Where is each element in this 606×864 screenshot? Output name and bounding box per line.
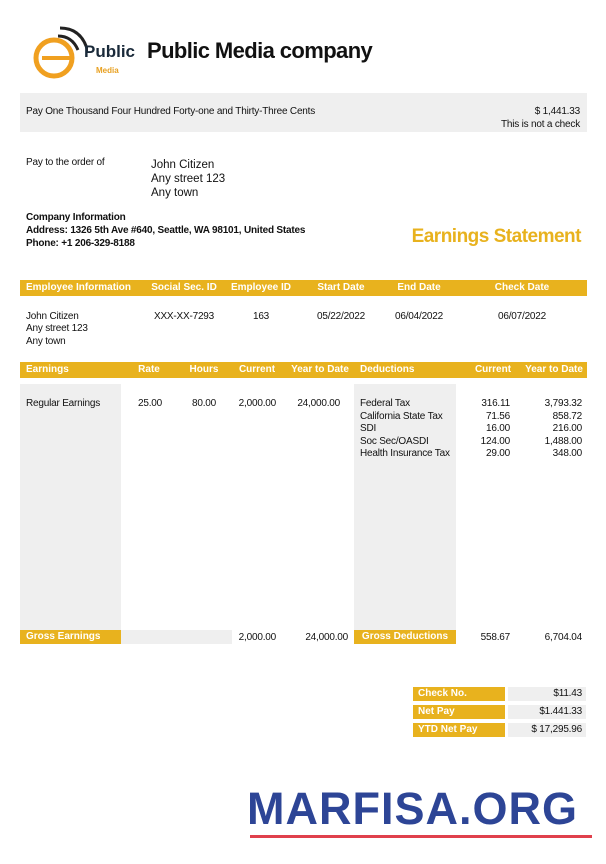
earnings-header-hours: Hours: [189, 364, 219, 375]
company-logo: [28, 22, 136, 80]
earning-hours: 80.00: [191, 398, 216, 409]
deduction-current: 316.11: [481, 398, 510, 409]
company-phone: Phone: +1 206-329-8188: [26, 238, 135, 249]
gross-deductions-current: 558.67: [480, 632, 510, 643]
summary-value-ytd-net-pay: $ 17,295.96: [508, 723, 586, 737]
watermark: MARFISA.ORG: [247, 783, 578, 834]
earning-current: 2,000.00: [238, 398, 276, 409]
gross-earnings-ytd: 24,000.00: [305, 632, 348, 643]
employee-town: Any town: [26, 336, 66, 347]
deduction-current: 29.00: [485, 448, 510, 459]
employee-end-date: 06/04/2022: [394, 311, 444, 322]
deduction-name: Federal Tax: [360, 398, 410, 409]
earnings-header-ytd: Year to Date: [291, 364, 349, 375]
earnings-header-current: Current: [238, 364, 276, 375]
summary-label-ytd-net-pay: YTD Net Pay: [413, 723, 505, 737]
company-address: Address: 1326 5th Ave #640, Seattle, WA 98101, United States: [26, 225, 306, 236]
employee-header-id: Employee ID: [230, 282, 292, 293]
employee-header-end: End Date: [397, 282, 441, 293]
deduction-name: California State Tax: [360, 410, 443, 422]
deduction-name: Health Insurance Tax: [360, 448, 450, 459]
company-info-heading: Company Information: [26, 212, 126, 223]
employee-header-check-date: Check Date: [494, 282, 550, 293]
logo-name: Public: [84, 42, 136, 61]
watermark-underline: [250, 835, 592, 838]
deduction-ytd: 1,488.00: [544, 435, 582, 447]
summary-label-net-pay: Net Pay: [413, 705, 505, 719]
employee-check-date: 06/07/2022: [497, 311, 547, 322]
deduction-current: 71.56: [485, 410, 510, 422]
payee-street: Any street 123: [151, 173, 226, 185]
gross-deductions-ytd: 6,704.04: [544, 632, 582, 643]
payee-town: Any town: [151, 187, 199, 199]
deduction-name: SDI: [360, 423, 377, 434]
check-amount: $ 1,441.33: [534, 106, 580, 117]
gross-deductions-label: Gross Deductions: [354, 630, 456, 644]
earnings-header-name: Earnings: [26, 364, 69, 375]
earning-ytd: 24,000.00: [297, 398, 340, 409]
summary-label-check-no: Check No.: [413, 687, 505, 701]
logo-sub: Media: [96, 66, 119, 75]
employee-header-start: Start Date: [317, 282, 365, 293]
earnings-name-column: [20, 384, 121, 630]
deduction-ytd: 348.00: [552, 448, 582, 459]
payee-name: John Citizen: [151, 159, 215, 171]
employee-name: John Citizen: [26, 311, 79, 322]
deduction-name: Soc Sec/OASDI: [360, 435, 429, 447]
employee-header-info: Employee Information: [26, 282, 132, 293]
employee-header-ssn: Social Sec. ID: [151, 282, 217, 293]
gross-earnings-current: 2,000.00: [238, 632, 276, 643]
earning-name: Regular Earnings: [26, 398, 101, 409]
employee-start-date: 05/22/2022: [316, 311, 366, 322]
logo-emblem-icon: [28, 22, 88, 80]
company-title: Public Media company: [147, 38, 373, 63]
deductions-header-current: Current: [474, 364, 512, 375]
earning-rate: 25.00: [137, 398, 162, 409]
deduction-current: 16.00: [485, 423, 510, 434]
summary-value-check-no: $11.43: [508, 687, 586, 701]
deduction-ytd: 216.00: [552, 423, 582, 434]
employee-ssn: XXX-XX-7293: [153, 311, 215, 322]
deductions-header-ytd: Year to Date: [525, 364, 583, 375]
employee-street: Any street 123: [26, 323, 88, 334]
summary-value-net-pay: $1.441.33: [508, 705, 586, 719]
amount-in-words: Pay One Thousand Four Hundred Forty-one and Thirty-Three Cents: [26, 106, 316, 117]
earnings-header-rate: Rate: [138, 364, 160, 375]
gross-earnings-gap: [121, 630, 232, 644]
employee-id: 163: [252, 311, 270, 322]
statement-title: Earnings Statement: [411, 226, 581, 247]
deduction-ytd: 858.72: [552, 410, 582, 422]
pay-to-label: Pay to the order of: [26, 157, 105, 168]
deduction-ytd: 3,793.32: [544, 398, 582, 409]
deductions-header-name: Deductions: [360, 364, 415, 375]
check-note: This is not a check: [500, 119, 580, 130]
deduction-current: 124.00: [480, 435, 510, 447]
gross-earnings-label: Gross Earnings: [20, 630, 121, 644]
